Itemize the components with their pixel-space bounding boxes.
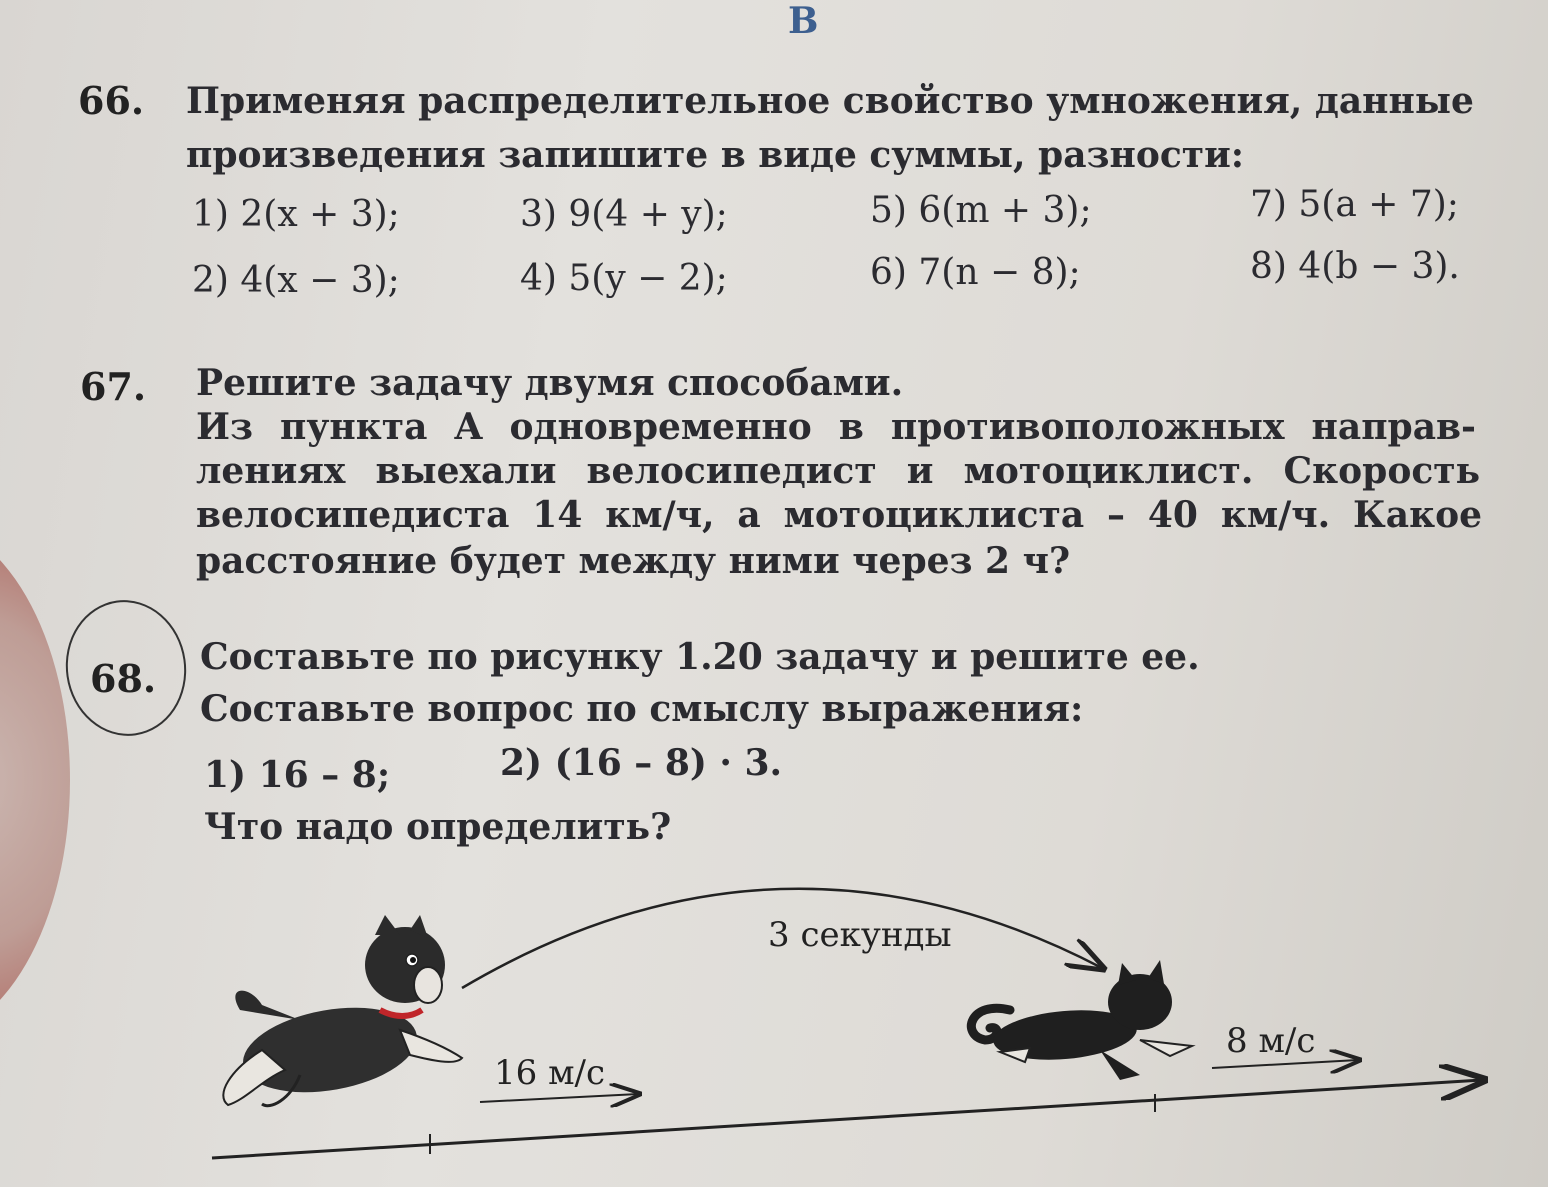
exercise-item: 2) (16 – 8) · 3. <box>500 742 783 784</box>
problem-text-line: Решите задачу двумя способами. <box>196 362 904 404</box>
exercise-item: 4) 5(y − 2); <box>520 258 728 299</box>
cat-speed-arrow <box>1212 1060 1358 1068</box>
problem-text-line: Составьте вопрос по смыслу выражения: <box>200 688 1084 730</box>
exercise-item: 6) 7(n − 8); <box>870 252 1081 293</box>
problem-text-line: произведения запишите в виде суммы, разности: <box>186 134 1245 176</box>
cat-illustration <box>971 960 1192 1080</box>
dog-speed-label: 16 м/с <box>494 1053 606 1093</box>
page-letter: В <box>788 0 819 42</box>
problem-text-line: лениях выехали велосипедист и мотоциклист. Скорость <box>196 450 1480 492</box>
ground-line <box>212 1080 1482 1158</box>
dog-illustration <box>223 915 462 1106</box>
problem-text-line: Из пункта A одновременно в противоположных направ- <box>196 406 1476 448</box>
problem-number: 66. <box>78 78 145 123</box>
time-label: 3 секунды <box>768 915 952 955</box>
problem-text-line: Составьте по рисунку 1.20 задачу и решите ее. <box>200 636 1200 678</box>
exercise-item: 3) 9(4 + y); <box>520 194 728 235</box>
exercise-item: 1) 2(x + 3); <box>192 194 400 235</box>
problem-number: 67. <box>80 364 147 409</box>
problem-question: Что надо определить? <box>204 806 672 848</box>
problem-text-line: велосипедиста 14 км/ч, а мотоциклиста – 40 км/ч. Какое <box>196 494 1482 536</box>
exercise-item: 7) 5(a + 7); <box>1250 184 1459 225</box>
problem-text-line: расстояние будет между ними через 2 ч? <box>196 540 1071 582</box>
cat-speed-label: 8 м/с <box>1226 1021 1316 1061</box>
exercise-item: 1) 16 – 8; <box>204 754 391 796</box>
problem-text-line: Применяя распределительное свойство умножения, данные <box>186 80 1474 122</box>
exercise-item: 5) 6(m + 3); <box>870 190 1092 231</box>
dog-speed-arrow <box>480 1094 638 1102</box>
problem-number: 68. <box>90 656 157 701</box>
exercise-item: 2) 4(x − 3); <box>192 260 400 301</box>
exercise-item: 8) 4(b − 3). <box>1250 246 1460 287</box>
